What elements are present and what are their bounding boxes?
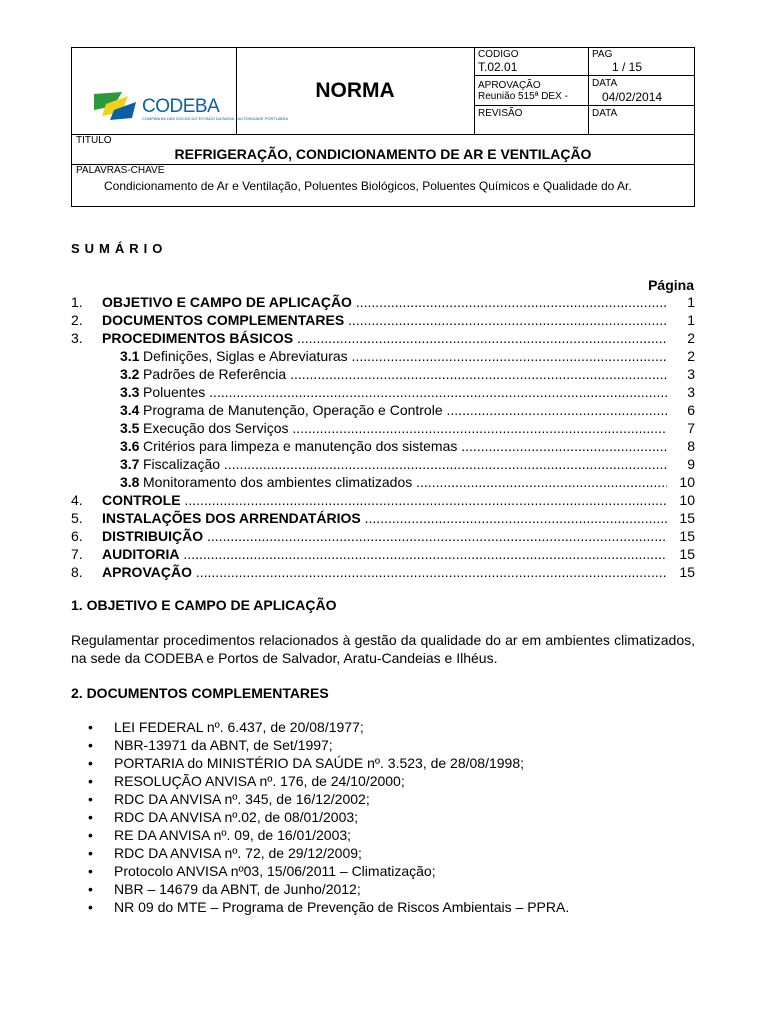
toc-row (71, 419, 695, 437)
list-item (88, 736, 569, 754)
aprovacao-value: Reunião 515ª DEX - (478, 91, 568, 102)
toc-row (71, 491, 695, 509)
toc-row (71, 455, 695, 473)
toc-title: DISTRIBUIÇÃO ..... (102, 527, 667, 545)
toc-number: 5. (71, 510, 83, 526)
bullet-icon: • (88, 737, 93, 753)
toc-row (71, 509, 695, 527)
toc-row (71, 293, 695, 311)
toc-row (71, 329, 695, 347)
toc-number: 3.2 (120, 366, 140, 382)
toc-page-number: 9 (687, 456, 695, 472)
list-item (88, 808, 569, 826)
toc-title: Fiscalização ..... (143, 455, 667, 473)
toc-number: 1. (71, 294, 83, 310)
grid-line (474, 48, 475, 134)
list-item (88, 754, 569, 772)
toc-title: Critérios para limpeza e manutenção dos sistemas ..... (143, 437, 667, 455)
grid-line (72, 164, 694, 165)
bullet-icon: • (88, 773, 93, 789)
toc-title: Poluentes ..... (143, 383, 667, 401)
toc-row (71, 401, 695, 419)
toc-page-number: 7 (687, 420, 695, 436)
toc-page-number: 2 (687, 330, 695, 346)
list-item (88, 880, 569, 898)
toc-row (71, 545, 695, 563)
list-item-text: RDC DA ANVISA nº. 72, de 29/12/2009; (114, 845, 362, 861)
toc-page-number: 15 (679, 510, 695, 526)
toc-row (71, 437, 695, 455)
bullet-icon: • (88, 863, 93, 879)
codigo-label: CODIGO (478, 49, 519, 60)
toc-number: 3.8 (120, 474, 140, 490)
toc-page-number: 8 (687, 438, 695, 454)
toc-number: 4. (71, 492, 83, 508)
toc-number: 3.4 (120, 402, 140, 418)
section-2-heading: 2. DOCUMENTOS COMPLEMENTARES (71, 685, 329, 701)
toc-page-number: 15 (679, 546, 695, 562)
section-1-heading: 1. OBJETIVO E CAMPO DE APLICAÇÃO (71, 597, 337, 613)
bullet-icon: • (88, 791, 93, 807)
list-item-text: PORTARIA do MINISTÉRIO DA SAÚDE nº. 3.523, de 28/08/1998; (114, 755, 525, 771)
toc-number: 6. (71, 528, 83, 544)
toc-page-number: 15 (679, 528, 695, 544)
data-label: DATA (592, 78, 618, 89)
list-item-text: RDC DA ANVISA nº.02, de 08/01/2003; (114, 809, 359, 825)
toc-title: CONTROLE ..... (102, 491, 667, 509)
toc-title: PROCEDIMENTOS BÁSICOS ..... (102, 329, 667, 347)
toc-number: 3. (71, 330, 83, 346)
toc-title: Definições, Siglas e Abreviaturas ..... (143, 347, 667, 365)
toc-page-number: 2 (687, 348, 695, 364)
toc-title: INSTALAÇÕES DOS ARRENDATÁRIOS ..... (102, 509, 667, 527)
list-item-text: RE DA ANVISA nº. 09, de 16/01/2003; (114, 827, 352, 843)
toc-number: 3.1 (120, 348, 140, 364)
logo-text: CODEBA (142, 96, 220, 117)
toc-number: 8. (71, 564, 83, 580)
aprovacao-label: APROVAÇÃO (478, 80, 541, 91)
codeba-logo (92, 90, 288, 122)
pag-label: PAG (592, 49, 613, 60)
list-item-text: RDC DA ANVISA nº. 345, de 16/12/2002; (114, 791, 370, 807)
norma-title: NORMA (315, 79, 395, 102)
data-value: 04/02/2014 (602, 90, 663, 104)
toc-row (71, 563, 695, 581)
toc-page-number: 3 (687, 366, 695, 382)
toc-title: Execução dos Serviços ..... (143, 419, 667, 437)
list-item-text: LEI FEDERAL nº. 6.437, de 20/08/1977; (114, 719, 364, 735)
toc-number: 3.7 (120, 456, 140, 472)
toc-title: DOCUMENTOS COMPLEMENTARES ..... (102, 311, 667, 329)
data2-label: DATA (592, 108, 618, 119)
grid-line (474, 75, 694, 76)
list-item (88, 790, 569, 808)
toc-page-number: 6 (687, 402, 695, 418)
pagina-label: Página (648, 277, 694, 293)
toc-number: 3.6 (120, 438, 140, 454)
list-item-text: Protocolo ANVISA nº03, 15/06/2011 – Climatização; (114, 863, 436, 879)
document-header-table (71, 47, 695, 207)
titulo-label: TITULO (76, 135, 112, 146)
toc-number: 3.5 (120, 420, 140, 436)
codigo-value: T.02.01 (478, 60, 518, 74)
palavras-chave-value: Condicionamento de Ar e Ventilação, Poluentes Biológicos, Poluentes Químicos e Qualidade do Ar. (104, 179, 632, 193)
revisao-label: REVISÃO (478, 108, 523, 119)
list-item (88, 826, 569, 844)
codeba-logo-icon (92, 90, 138, 120)
toc-title: Monitoramento dos ambientes climatizados ..... (143, 473, 667, 491)
list-item-text: NR 09 do MTE – Programa de Prevenção de Riscos Ambientais – PPRA. (114, 899, 570, 915)
section-1-text: Regulamentar procedimentos relacionados à gestão da qualidade do ar em ambientes climatizados, na sede da CODEBA e Portos de Salvador, Aratu-Candeias e Ilhéus. (71, 632, 695, 666)
list-item (88, 898, 569, 916)
list-item-text: NBR-13971 da ABNT, de Set/1997; (114, 737, 333, 753)
toc-row (71, 383, 695, 401)
toc-number: 3.3 (120, 384, 140, 400)
list-item (88, 844, 569, 862)
bullet-icon: • (88, 899, 93, 915)
complementary-documents-list (88, 718, 569, 916)
toc-row (71, 311, 695, 329)
bullet-icon: • (88, 881, 93, 897)
grid-line (588, 48, 589, 134)
pag-value: 1 / 15 (612, 60, 643, 74)
toc-row (71, 527, 695, 545)
bullet-icon: • (88, 755, 93, 771)
toc-row (71, 347, 695, 365)
logo-subtext: COMPANHIA DAS DOCAS DO ESTADO DA BAHIA · AUTORIDADE PORTUÁRIA (142, 116, 288, 121)
toc-title: Padrões de Referência ..... (143, 365, 667, 383)
toc-page-number: 15 (679, 564, 695, 580)
toc-page-number: 10 (679, 492, 695, 508)
toc-title: OBJETIVO E CAMPO DE APLICAÇÃO ..... (102, 293, 667, 311)
titulo-value: REFRIGERAÇÃO, CONDICIONAMENTO DE AR E VENTILAÇÃO (174, 146, 592, 162)
grid-line (474, 105, 694, 106)
bullet-icon: • (88, 719, 93, 735)
toc-page-number: 1 (687, 294, 695, 310)
toc-title: Programa de Manutenção, Operação e Controle ..... (143, 401, 667, 419)
toc-row (71, 473, 695, 491)
sumario-title: SUMÁRIO (71, 241, 168, 256)
toc-title: AUDITORIA ..... (102, 545, 667, 563)
toc-number: 2. (71, 312, 83, 328)
bullet-icon: • (88, 845, 93, 861)
list-item-text: NBR – 14679 da ABNT, de Junho/2012; (114, 881, 361, 897)
toc-number: 7. (71, 546, 83, 562)
toc-page-number: 3 (687, 384, 695, 400)
list-item (88, 772, 569, 790)
list-item (88, 718, 569, 736)
toc-page-number: 1 (687, 312, 695, 328)
bullet-icon: • (88, 809, 93, 825)
list-item-text: RESOLUÇÃO ANVISA nº. 176, de 24/10/2000; (114, 773, 405, 789)
palavras-chave-label: PALAVRAS-CHAVE (76, 165, 165, 176)
list-item (88, 862, 569, 880)
bullet-icon: • (88, 827, 93, 843)
toc-page-number: 10 (679, 474, 695, 490)
toc-title: APROVAÇÃO ..... (102, 563, 667, 581)
toc-row (71, 365, 695, 383)
grid-line (72, 134, 694, 135)
